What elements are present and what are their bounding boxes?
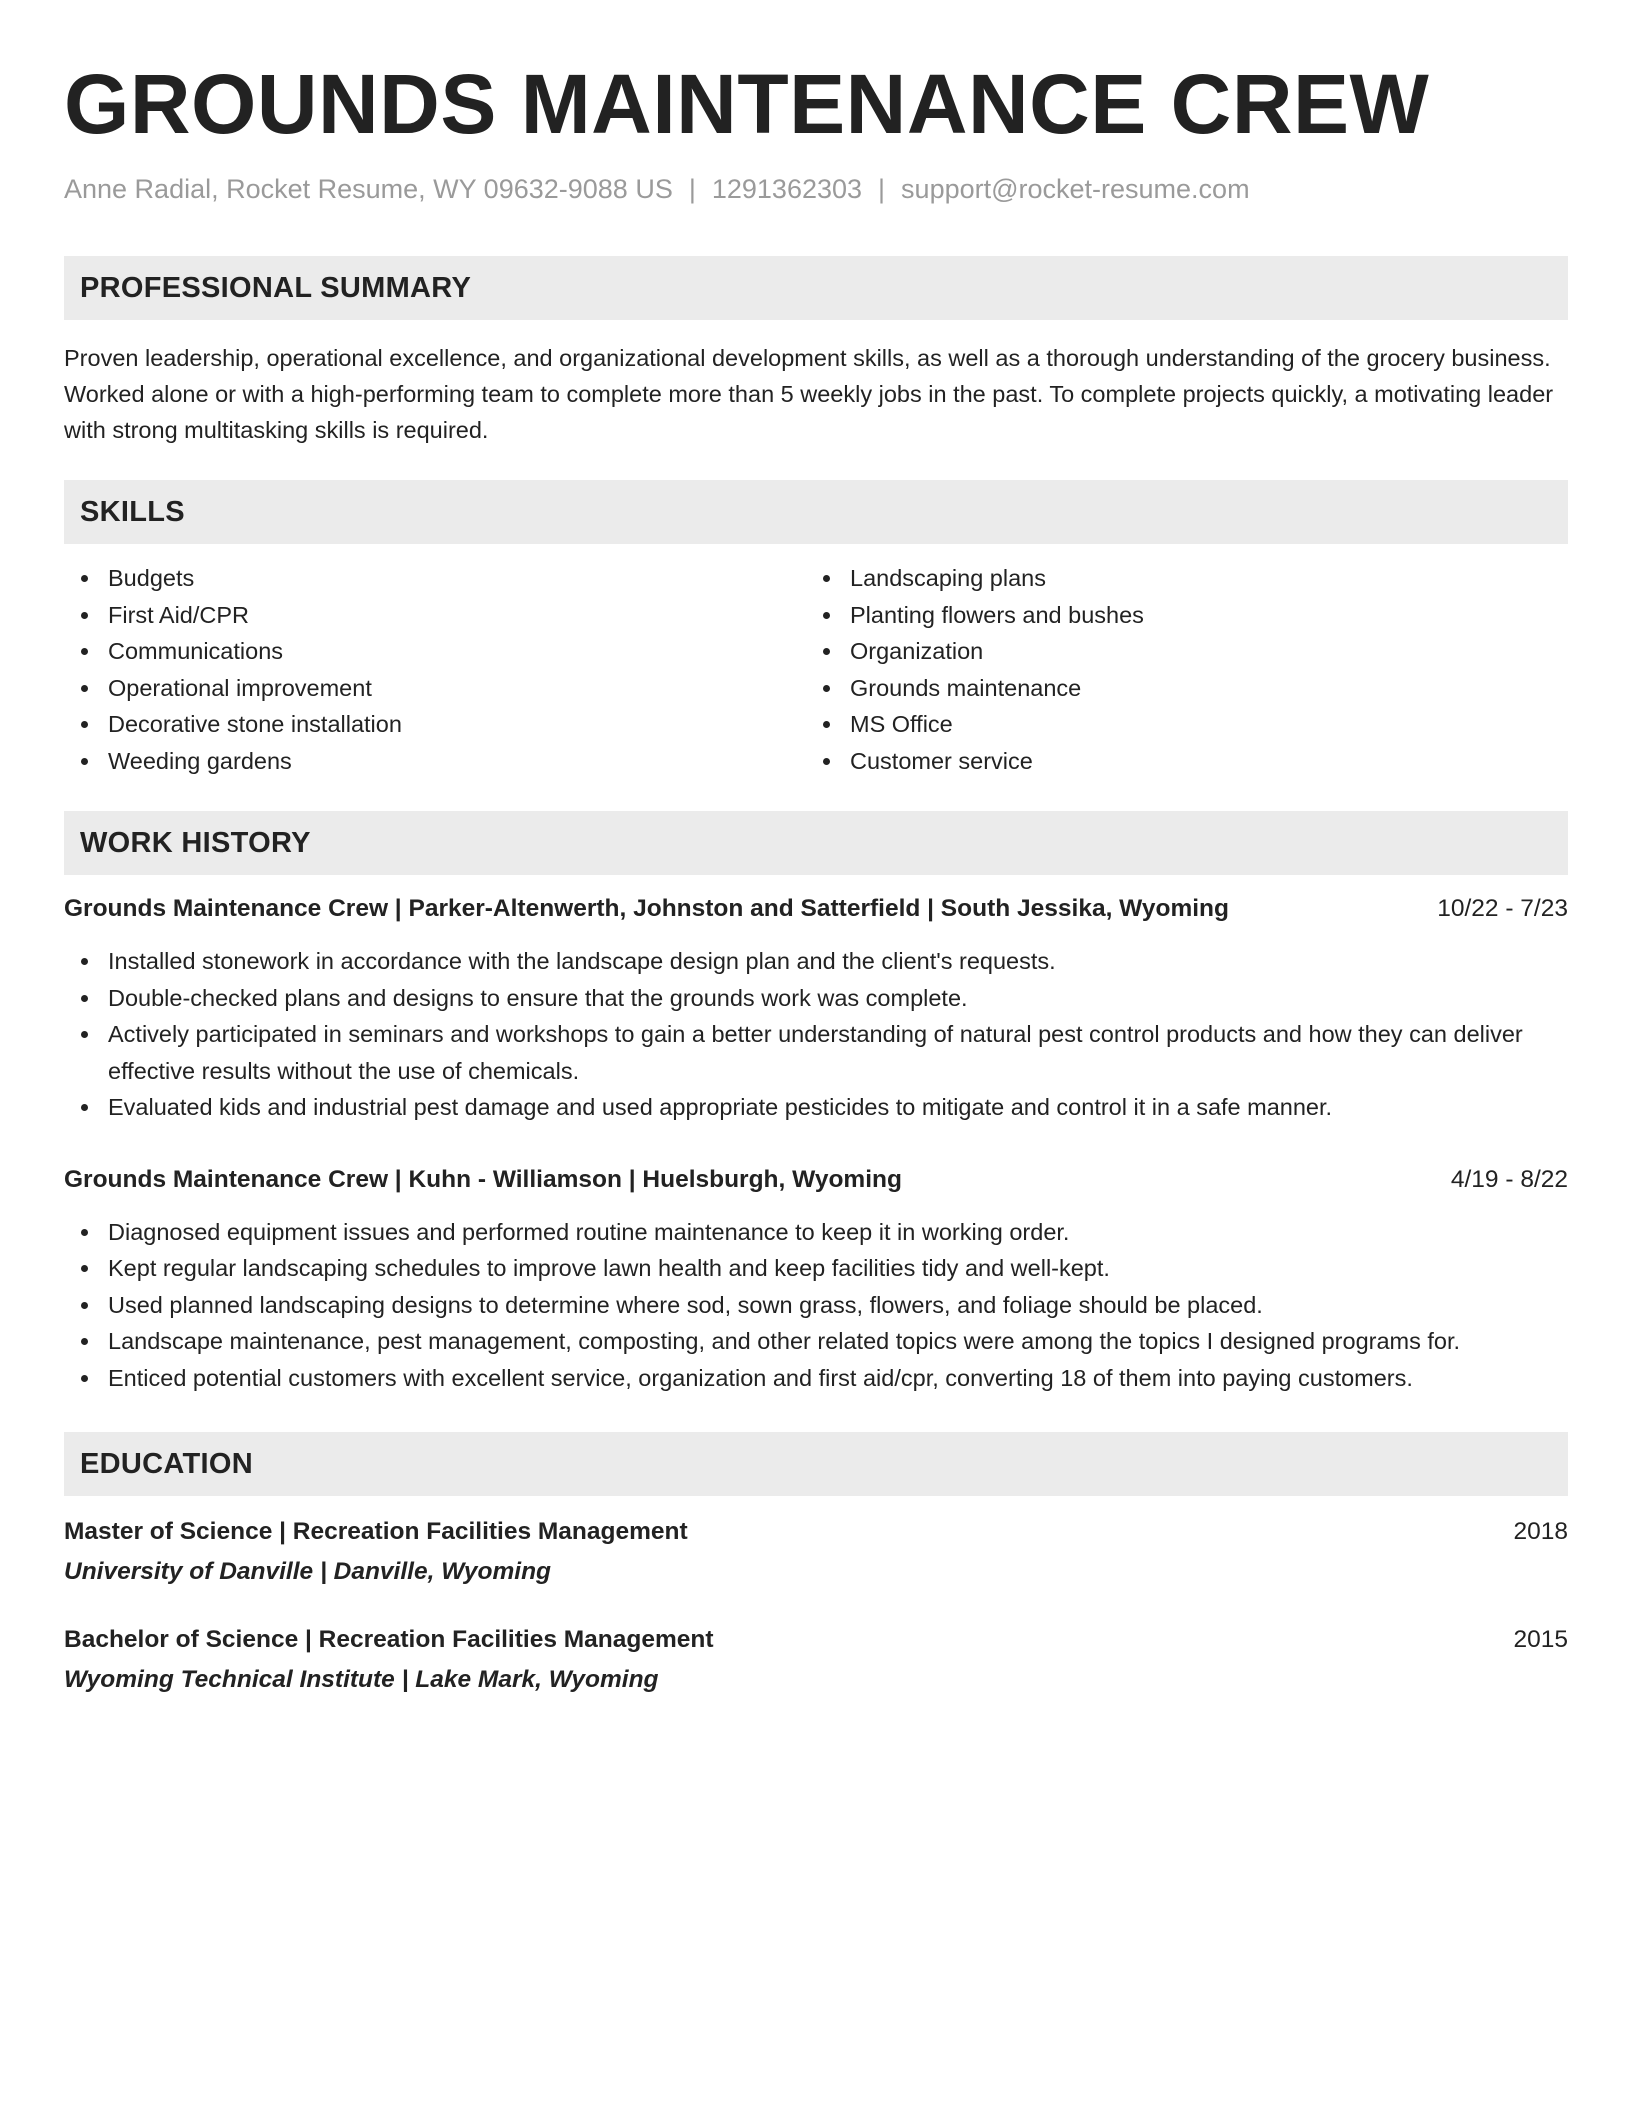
job-entry [64, 1162, 1568, 1397]
skill-item: Organization [806, 633, 1548, 670]
education-heading: EDUCATION [80, 1447, 253, 1480]
skill-item: Decorative stone installation [64, 706, 806, 743]
job-title: Grounds Maintenance Crew | Kuhn - Williamson | Huelsburgh, Wyoming [64, 1165, 902, 1193]
work-section-header [64, 811, 1568, 875]
contact-phone: 1291362303 [711, 174, 863, 204]
summary-text: Proven leadership, operational excellence, and organizational development skills, as well as a thorough understanding of the grocery business. Worked alone or with a high-performing team to complete more than 5 weekly jobs in the past. To complete projects quickly, a motivating leader with strong multitasking skills is required. [64, 345, 1554, 443]
job-bullet: Used planned landscaping designs to determine where sod, sown grass, flowers, and foliage should be placed. [64, 1287, 1568, 1324]
education-degree: Bachelor of Science | Recreation Facilities Management [64, 1626, 714, 1653]
skills-column-left [64, 560, 806, 779]
skill-item: Communications [64, 633, 806, 670]
job-dates: 10/22 - 7/23 [1437, 895, 1568, 922]
job-bullet: Evaluated kids and industrial pest damage and used appropriate pesticides to mitigate and control it in a safe manner. [64, 1089, 1568, 1126]
job-entry [64, 891, 1568, 1126]
skill-item: Budgets [64, 560, 806, 597]
work-heading: WORK HISTORY [80, 826, 311, 859]
job-header [64, 891, 1568, 927]
job-bullet: Actively participated in seminars and workshops to gain a better understanding of natural pest control products and how they can deliver effective results without the use of chemicals. [64, 1016, 1568, 1089]
job-bullet: Installed stonework in accordance with the landscape design plan and the client's requests. [64, 943, 1568, 980]
job-bullet: Landscape maintenance, pest management, composting, and other related topics were among the topics I designed programs for. [64, 1323, 1568, 1360]
contact-line [64, 172, 1568, 206]
job-bullet: Enticed potential customers with excellent service, organization and first aid/cpr, converting 18 of them into paying customers. [64, 1360, 1568, 1397]
job-bullet: Diagnosed equipment issues and performed routine maintenance to keep it in working order. [64, 1214, 1568, 1251]
summary-section-header [64, 256, 1568, 320]
education-entry [64, 1514, 1568, 1590]
education-degree: Master of Science | Recreation Facilities Management [64, 1518, 688, 1545]
skill-item: Operational improvement [64, 670, 806, 707]
resume-name: GROUNDS MAINTENANCE CREW [64, 57, 1430, 151]
contact-email: support@rocket-resume.com [901, 174, 1250, 204]
summary-heading: PROFESSIONAL SUMMARY [80, 271, 472, 304]
contact-separator: | [878, 174, 886, 204]
job-title: Grounds Maintenance Crew | Parker-Altenwerth, Johnston and Satterfield | South Jessika, Wyoming [64, 895, 1229, 922]
education-entry [64, 1622, 1568, 1698]
skills-column-right [806, 560, 1548, 779]
skill-item: Weeding gardens [64, 743, 806, 780]
job-header [64, 1162, 1568, 1198]
contact-address: Anne Radial, Rocket Resume, WY 09632-9088 US [64, 174, 673, 204]
skill-item: Landscaping plans [806, 560, 1548, 597]
skill-item: Planting flowers and bushes [806, 597, 1548, 634]
skills-heading: SKILLS [80, 495, 185, 528]
job-bullet: Kept regular landscaping schedules to improve lawn health and keep facilities tidy and well-kept. [64, 1250, 1568, 1287]
skill-item: MS Office [806, 706, 1548, 743]
job-bullet: Double-checked plans and designs to ensure that the grounds work was complete. [64, 980, 1568, 1017]
skills-section-header [64, 480, 1568, 544]
job-bullets [64, 1214, 1568, 1397]
skill-item: Customer service [806, 743, 1548, 780]
job-bullets [64, 943, 1568, 1126]
education-header [64, 1622, 1568, 1658]
education-school: University of Danville | Danville, Wyoming [64, 1558, 551, 1585]
skills-list [64, 560, 1568, 779]
skill-item: Grounds maintenance [806, 670, 1548, 707]
job-dates: 4/19 - 8/22 [1450, 1165, 1568, 1193]
education-section-header [64, 1432, 1568, 1496]
education-year: 2018 [1513, 1518, 1568, 1545]
contact-separator: | [688, 174, 696, 204]
education-header [64, 1514, 1568, 1550]
education-year: 2015 [1513, 1626, 1568, 1653]
education-school: Wyoming Technical Institute | Lake Mark, Wyoming [64, 1666, 659, 1693]
skill-item: First Aid/CPR [64, 597, 806, 634]
